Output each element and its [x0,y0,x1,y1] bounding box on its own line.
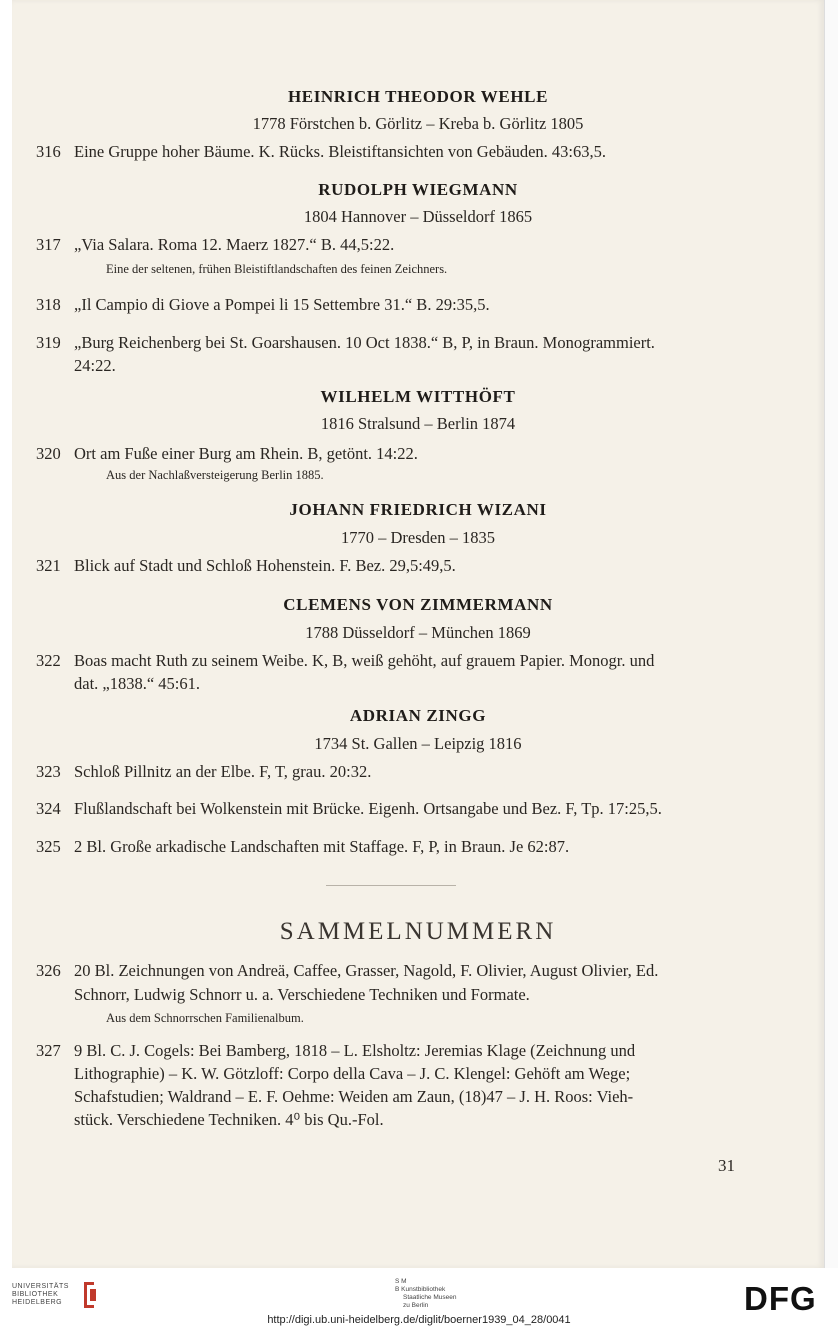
logo-line-2: BIBLIOTHEK [12,1291,59,1298]
university-library-logo[interactable] [12,1283,69,1307]
source-url-link[interactable]: http://digi.ub.uni-heidelberg.de/diglit/boerner1939_04_28/0041 [267,1314,571,1326]
lot-text-316: Eine Gruppe hoher Bäume. K. Rücks. Bleistiftansichten von Gebäuden. 43:63,5. [74,142,607,161]
kunstbibliothek-credit [395,1278,456,1310]
lot-text-318: „Il Campio di Giove a Pompei li 15 Settembre 31.“ B. 29:35,5. [74,295,490,314]
artist-heading-zingg: ADRIAN ZINGG [349,706,487,725]
credit-line-1: S M [395,1278,407,1285]
lot-text-324: Flußlandschaft bei Wolkenstein mit Brücke. Eigenh. Ortsangabe und Bez. F, Tp. 17:25,5. [74,799,662,818]
lot-text-323: Schloß Pillnitz an der Elbe. F, T, grau. 20:32. [74,762,372,781]
artist-dates-wiegmann: 1804 Hannover – Düsseldorf 1865 [303,207,533,226]
lot-note-320: Aus der Nachlaßversteigerung Berlin 1885. [106,468,324,482]
artist-dates-wehle: 1778 Förstchen b. Görlitz – Kreba b. Görlitz 1805 [252,114,584,133]
credit-line-3: Staatliche Museen [403,1294,457,1301]
artist-heading-wiegmann: RUDOLPH WIEGMANN [318,180,518,199]
university-library-mark-icon [78,1280,100,1310]
lot-text-317: „Via Salara. Roma 12. Maerz 1827.“ B. 44,5:22. [74,235,395,254]
lot-number-317: 317 [36,235,61,254]
lot-text-322: Boas macht Ruth zu seinem Weibe. K, B, weiß gehöht, auf grauem Papier. Monogr. und [74,651,655,670]
lot-text-319-cont: 24:22. [74,356,116,375]
section-title-sammelnummern: SAMMELNUMMERN [279,918,557,945]
lot-number-322: 322 [36,651,61,670]
lot-text-327-line3: Schafstudien; Waldrand – E. F. Oehme: Weiden am Zaun, (18)47 – J. H. Roos: Vieh- [74,1087,634,1106]
lot-number-318: 318 [36,295,61,314]
artist-dates-zingg: 1734 St. Gallen – Leipzig 1816 [314,734,522,753]
artist-heading-zimmermann: CLEMENS VON ZIMMERMANN [283,595,553,614]
artist-heading-wehle: HEINRICH THEODOR WEHLE [287,87,549,106]
lot-number-325: 325 [36,837,61,856]
artist-dates-witthoeft: 1816 Stralsund – Berlin 1874 [320,414,516,433]
lot-text-319: „Burg Reichenberg bei St. Goarshausen. 10 Oct 1838.“ B, P, in Braun. Monogrammiert. [74,333,655,352]
lot-text-326: 20 Bl. Zeichnungen von Andreä, Caffee, Grasser, Nagold, F. Olivier, August Olivier, Ed. [74,961,659,980]
artist-heading-wizani: JOHANN FRIEDRICH WIZANI [289,500,547,519]
lot-text-327-line2: Lithographie) – K. W. Götzloff: Corpo della Cava – J. C. Klengel: Gehöft am Wege; [74,1064,631,1083]
lot-text-322-cont: dat. „1838.“ 45:61. [74,674,201,693]
page-number: 31 [718,1156,735,1175]
artist-dates-wizani: 1770 – Dresden – 1835 [341,528,495,547]
credit-line-4: zu Berlin [403,1302,429,1309]
lot-number-320: 320 [36,444,61,463]
lot-number-321: 321 [36,556,61,575]
dfg-logo[interactable]: DFG [744,1280,817,1317]
credit-line-2: B Kunstbibliothek [395,1286,446,1293]
lot-note-317: Eine der seltenen, frühen Bleistiftlandschaften des feinen Zeichners. [106,262,448,276]
logo-line-3: HEIDELBERG [12,1299,63,1306]
lot-text-327: 9 Bl. C. J. Cogels: Bei Bamberg, 1818 – L. Elsholtz: Jeremias Klage (Zeichnung und [74,1041,636,1060]
lot-number-327: 327 [36,1041,61,1060]
lot-number-319: 319 [36,333,61,352]
lot-number-324: 324 [36,799,61,818]
artist-heading-witthoeft: WILHELM WITTHÖFT [320,387,516,406]
lot-text-320: Ort am Fuße einer Burg am Rhein. B, getönt. 14:22. [74,444,418,463]
lot-number-323: 323 [36,762,61,781]
lot-number-316: 316 [36,142,61,161]
lot-number-326: 326 [36,961,61,980]
lot-note-326: Aus dem Schnorrschen Familienalbum. [106,1011,304,1025]
artist-dates-zimmermann: 1788 Düsseldorf – München 1869 [305,623,531,642]
logo-line-1: UNIVERSITÄTS [12,1283,69,1290]
lot-text-326-cont: Schnorr, Ludwig Schnorr u. a. Verschiedene Techniken und Formate. [74,985,530,1004]
lot-text-321: Blick auf Stadt und Schloß Hohenstein. F. Bez. 29,5:49,5. [74,556,456,575]
lot-text-325: 2 Bl. Große arkadische Landschaften mit Staffage. F, P, in Braun. Je 62:87. [74,837,570,856]
section-divider [326,885,456,886]
lot-text-327-line4: stück. Verschiedene Techniken. 4⁰ bis Qu.-Fol. [74,1110,384,1129]
